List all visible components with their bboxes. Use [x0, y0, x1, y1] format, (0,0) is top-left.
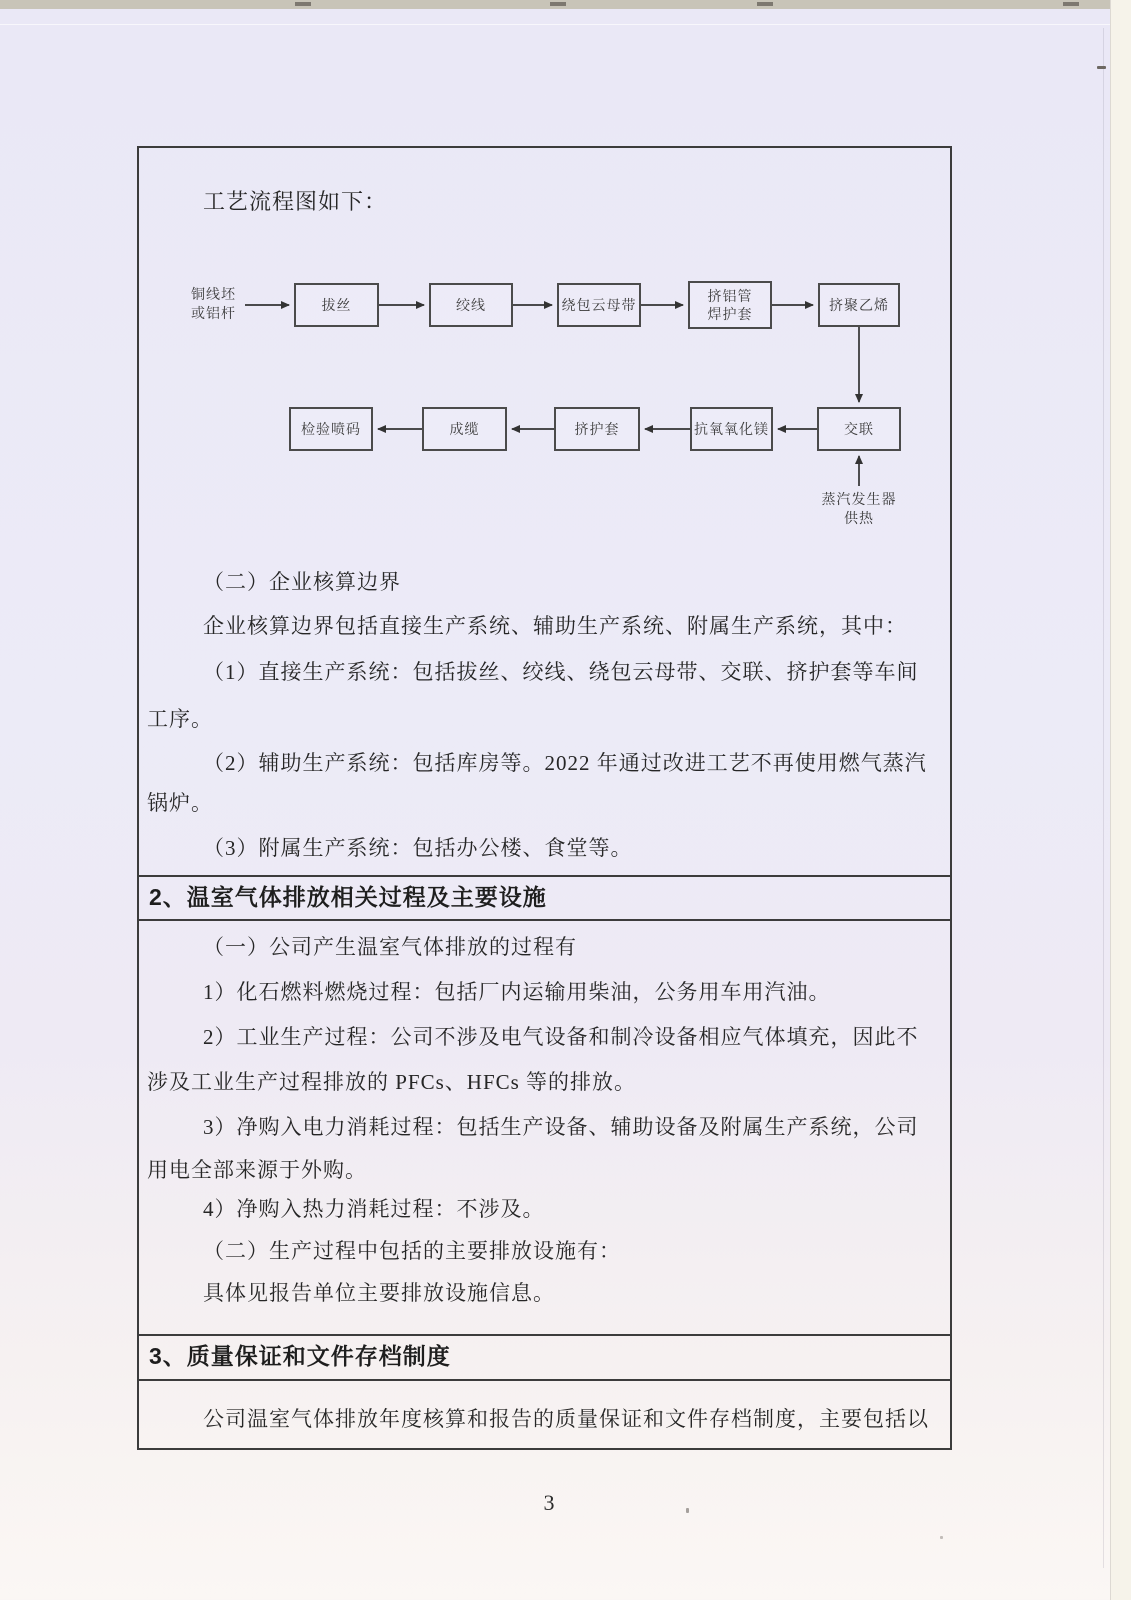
page-number: 3: [543, 1490, 555, 1515]
body-line: 涉及工业生产过程排放的 PFCs、HFCs 等的排放。: [147, 1070, 637, 1094]
scan-tick-mark: [1063, 2, 1079, 6]
steam-label-line2: 供热: [844, 510, 874, 526]
process-step-box-pe: [818, 283, 900, 327]
process-step-box-sheath: [554, 407, 640, 451]
step-label: 交联: [844, 421, 874, 437]
step-label: 绕包云母带: [561, 297, 637, 313]
table-row-divider: [139, 919, 950, 921]
scan-fold-line: [0, 24, 1131, 25]
table-row-divider: [139, 1379, 950, 1381]
body-line: 4）净购入热力消耗过程：不涉及。: [203, 1197, 545, 1221]
scanner-right-margin: [1110, 0, 1131, 1600]
step-label-line2: 焊护套: [707, 306, 753, 322]
body-line: 1）化石燃料燃烧过程：包括厂内运输用柴油，公务用车用汽油。: [203, 980, 831, 1004]
body-line: 用电全部来源于外购。: [147, 1158, 367, 1182]
step-label: 检验喷码: [301, 421, 361, 437]
table-row-divider: [139, 875, 950, 877]
document-table: [137, 146, 952, 1450]
body-line: 3）净购入电力消耗过程：包括生产设备、辅助设备及附属生产系统，公司: [203, 1115, 919, 1139]
body-line: 具体见报告单位主要排放设施信息。: [203, 1281, 555, 1305]
step-label: 抗氧氧化镁: [694, 421, 769, 437]
body-line: 企业核算边界包括直接生产系统、辅助生产系统、附属生产系统，其中：: [203, 614, 907, 638]
body-line: 2）工业生产过程：公司不涉及电气设备和制冷设备相应气体填充，因此不: [203, 1025, 919, 1049]
body-line: 公司温室气体排放年度核算和报告的质量保证和文件存档制度，主要包括以: [203, 1407, 929, 1431]
process-step-box-drawing: [294, 283, 379, 327]
steam-generator-label: [799, 490, 919, 528]
table-row-divider: [139, 1334, 950, 1336]
body-line: （2）辅助生产系统：包括库房等。2022 年通过改进工艺不再使用燃气蒸汽: [203, 751, 927, 775]
process-step-box-al-tube: [688, 281, 772, 329]
step-label: 挤聚乙烯: [829, 297, 889, 313]
step-label: 拔丝: [321, 297, 352, 313]
body-line: 锅炉。: [147, 791, 213, 815]
body-line: （二）生产过程中包括的主要排放设施有：: [203, 1239, 621, 1263]
step-label: 挤护套: [574, 421, 620, 437]
process-step-box-mica-wrap: [557, 283, 641, 327]
section-header-3: 3、质量保证和文件存档制度: [149, 1343, 451, 1369]
flowchart-intro-text: 工艺流程图如下：: [203, 189, 388, 214]
flow-source-line2: 或铝杆: [191, 305, 236, 321]
step-label: 挤铝管: [707, 288, 753, 304]
process-step-box-crosslink: [817, 407, 901, 451]
process-step-box-stranding: [429, 283, 513, 327]
step-label: 绞线: [456, 297, 486, 313]
body-line: （1）直接生产系统：包括拔丝、绞线、绕包云母带、交联、挤护套等车间: [203, 660, 919, 684]
scanner-top-edge-band: [0, 0, 1131, 9]
body-line: （二）企业核算边界: [203, 570, 401, 594]
paper-edge-shadow: [1103, 28, 1104, 1568]
process-flowchart: [139, 268, 950, 530]
step-label: 成缆: [449, 421, 480, 437]
process-step-box-cabling: [422, 407, 507, 451]
scan-speck: [1097, 66, 1106, 69]
body-line: （3）附属生产系统：包括办公楼、食堂等。: [203, 836, 633, 860]
process-step-box-inspection: [289, 407, 373, 451]
body-line: （一）公司产生温室气体排放的过程有: [203, 935, 577, 959]
scan-tick-mark: [295, 2, 311, 6]
steam-label-line1: 蒸汽发生器: [821, 491, 897, 507]
body-line: 工序。: [147, 707, 213, 731]
flow-source-label: [191, 285, 251, 323]
process-step-box-mgo: [690, 407, 773, 451]
scan-speck: [940, 1536, 943, 1539]
flow-source-line1: 铜线坯: [191, 286, 236, 302]
scan-tick-mark: [757, 2, 773, 6]
section-header-2: 2、温室气体排放相关过程及主要设施: [149, 884, 547, 910]
scan-tick-mark: [550, 2, 566, 6]
